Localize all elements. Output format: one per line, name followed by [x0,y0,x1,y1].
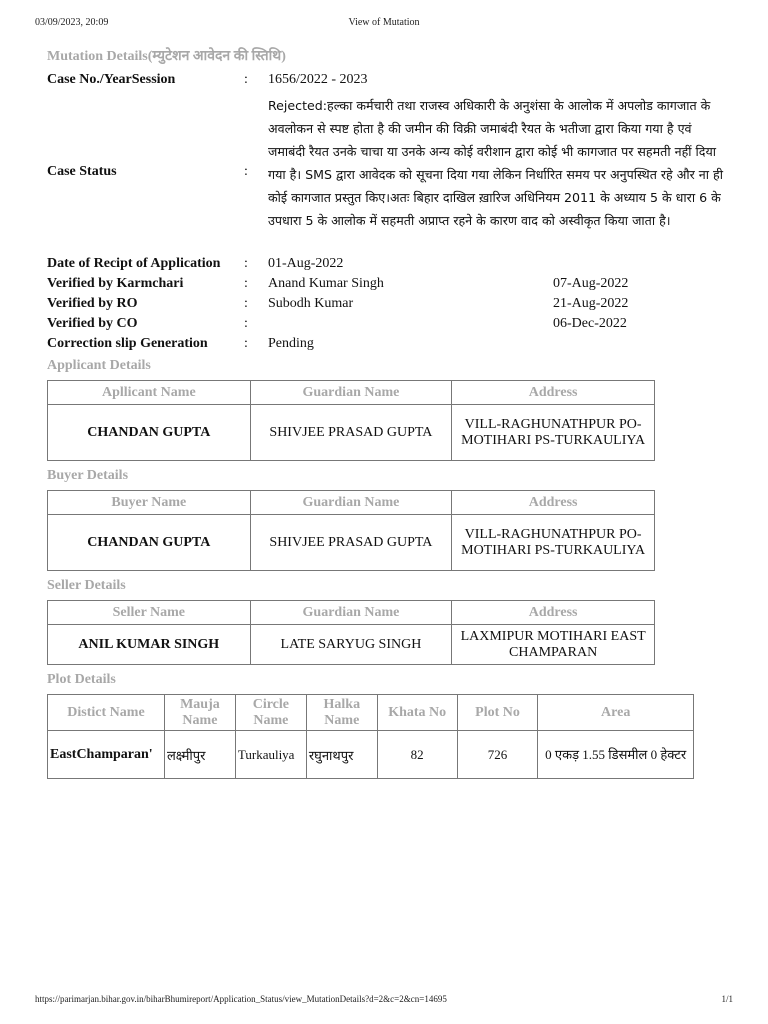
colon: : [244,336,248,351]
buyer-table [47,490,655,571]
applicant-address: VILL-RAGHUNATHPUR PO-MOTIHARI PS-TURKAULIYA [452,405,655,461]
header-address: Address [452,491,655,515]
table-row [48,625,655,665]
print-url: https://parimarjan.bihar.gov.in/biharBhumireport/Application_Status/view_MutationDetails?d=2&c=2&cn=14695 [35,994,447,1004]
case-no-value: 1656/2022 - 2023 [268,72,368,87]
header-khata-no: Khata No [377,695,457,731]
karmchari-label: Verified by Karmchari [47,276,184,291]
colon: : [244,296,248,311]
mutation-details-title: Mutation Details(म्युटेशन आवेदन की स्तिथि) [47,49,286,64]
ro-label: Verified by RO [47,296,138,311]
plot-halka: रघुनाथपुर [306,731,377,779]
plot-plot-no: 726 [457,731,538,779]
table-row [48,515,655,571]
ro-name: Subodh Kumar [268,296,354,311]
plot-district: EastChamparan' [48,731,165,779]
buyer-name: CHANDAN GUPTA [48,515,251,571]
plot-mauja: लक्ष्मीपुर [164,731,235,779]
header-seller-name: Seller Name [48,601,251,625]
ro-date: 21-Aug-2022 [553,296,629,311]
plot-circle: Turkauliya [235,731,306,779]
header-mauja-name: Mauja Name [164,695,235,731]
plot-area: 0 एकड़ 1.55 डिसमील 0 हेक्टर [538,731,694,779]
header-address: Address [452,381,655,405]
case-status-label: Case Status [47,164,117,179]
karmchari-date: 07-Aug-2022 [553,276,629,291]
slip-label: Correction slip Generation [47,336,208,351]
header-guardian-name: Guardian Name [250,601,452,625]
seller-address: LAXMIPUR MOTIHARI EAST CHAMPARAN [452,625,655,665]
header-guardian-name: Guardian Name [250,381,452,405]
plot-table [47,694,694,779]
colon: : [244,72,248,87]
colon: : [244,164,248,179]
print-datetime: 03/09/2023, 20:09 [35,17,109,28]
header-address: Address [452,601,655,625]
buyer-details-title: Buyer Details [47,468,129,483]
print-page-number: 1/1 [721,994,733,1004]
header-halka-name: Halka Name [306,695,377,731]
karmchari-name: Anand Kumar Singh [268,276,384,291]
plot-khata: 82 [377,731,457,779]
applicant-name: CHANDAN GUPTA [48,405,251,461]
colon: : [244,316,248,331]
case-status-value: Rejected:हल्का कर्मचारी तथा राजस्व अधिकारी के अनुशंसा के आलोक में अपलोड कागजात के अवलोकन से स्पष्ट होता है की जमीन की विक्री जमाबंदी रैयत के भतीजा द्वारा किया गया है एवं जमाबंदी रैयत उनके चाचा या उनके अन्य कोई वरीशान द्वारा कोई भी कागजात पर सहमती नहीं दिया गया है। SMS द्वारा आवेदक को सूचना दिया गया लेकिन निर्धारित समय पर अनुपस्थित रहे और ना ही कोई कागजात प्रस्तुत किए।अतः बिहार दाखिल ख़ारिज अधिनियम 2011 के अध्याय 5 के धारा 6 के उपधारा 5 के आलोक में सहमती अप्राप्त रहने के कारण वाद को अस्वीकृत किया जाता है। [268,98,723,228]
seller-details-title: Seller Details [47,578,126,593]
receipt-value: 01-Aug-2022 [268,256,344,271]
applicant-table [47,380,655,461]
print-page-title: View of Mutation [348,17,420,28]
plot-details-title: Plot Details [47,672,116,687]
table-row [48,731,694,779]
applicant-guardian: SHIVJEE PRASAD GUPTA [250,405,452,461]
header-district-name: Distict Name [48,695,165,731]
case-no-label: Case No./YearSession [47,72,176,87]
header-guardian-name: Guardian Name [250,491,452,515]
buyer-guardian: SHIVJEE PRASAD GUPTA [250,515,452,571]
slip-value: Pending [268,336,314,351]
header-applicant-name: Apllicant Name [48,381,251,405]
buyer-address: VILL-RAGHUNATHPUR PO-MOTIHARI PS-TURKAULIYA [452,515,655,571]
co-date: 06-Dec-2022 [553,316,627,331]
seller-guardian: LATE SARYUG SINGH [250,625,452,665]
seller-name: ANIL KUMAR SINGH [48,625,251,665]
colon: : [244,256,248,271]
table-row [48,405,655,461]
applicant-details-title: Applicant Details [47,358,151,373]
colon: : [244,276,248,291]
header-area: Area [538,695,694,731]
seller-table [47,600,655,665]
header-plot-no: Plot No [457,695,538,731]
header-buyer-name: Buyer Name [48,491,251,515]
receipt-label: Date of Recipt of Application [47,256,221,271]
co-label: Verified by CO [47,316,138,331]
header-circle-name: Circle Name [235,695,306,731]
